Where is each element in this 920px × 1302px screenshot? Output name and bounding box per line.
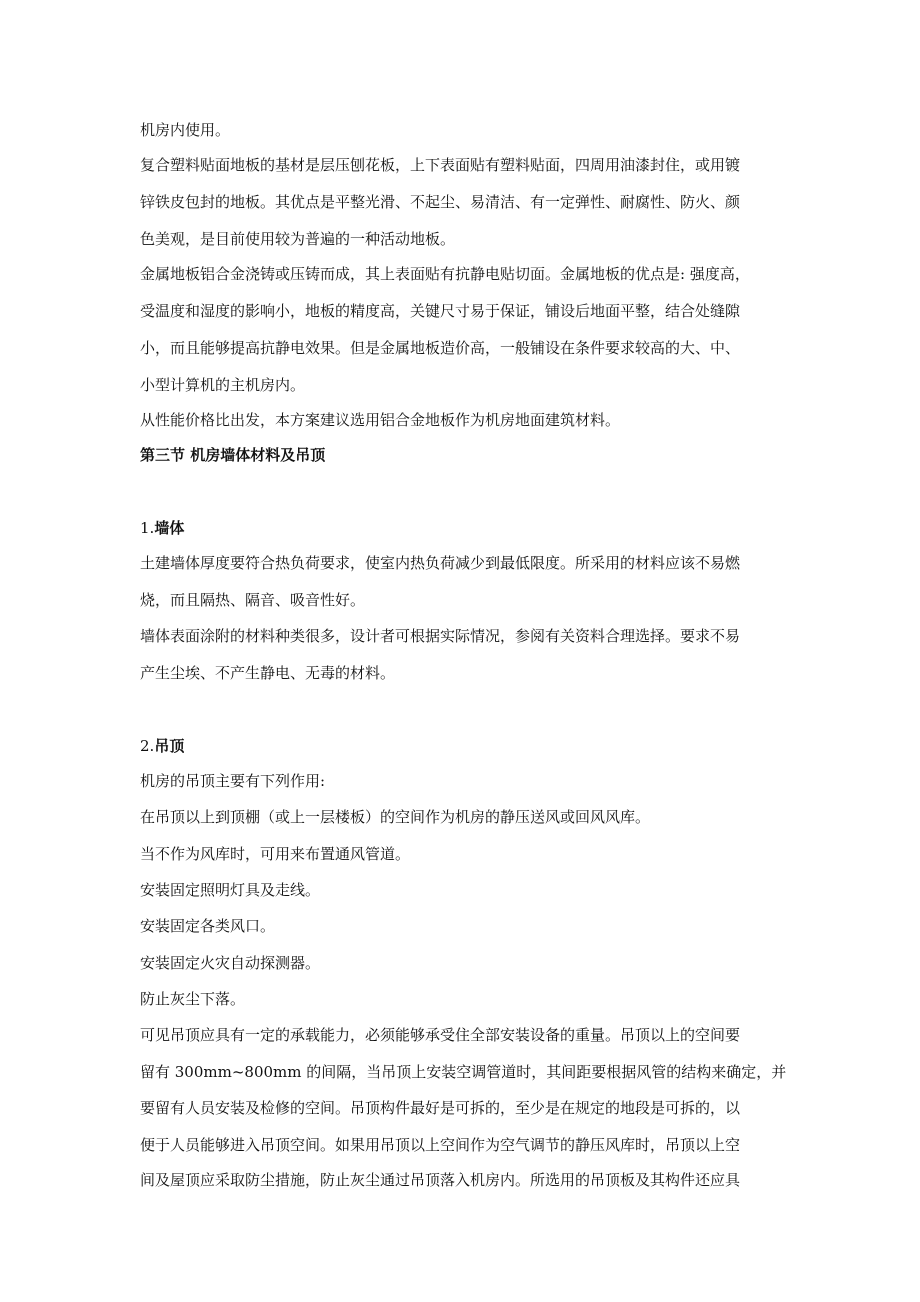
paragraph-line: 防止灰尘下落。 [140,990,246,1008]
paragraph-line: 从性能价格比出发，本方案建议选用铝合金地板作为机房地面建筑材料。 [140,411,621,429]
paragraph-line: 金属地板铝合金浇铸或压铸而成，其上表面贴有抗静电贴切面。金属地板的优点是: 强度高， [140,265,750,283]
paragraph-line: 在吊顶以上到顶棚（或上一层楼板）的空间作为机房的静压送风或回风风库。 [140,808,651,826]
paragraph-line: 机房内使用。 [140,121,231,139]
paragraph-line: 要留有人员安装及检修的空间。吊顶构件最好是可拆的，至少是在规定的地段是可拆的，以 [140,1099,741,1117]
paragraph-line: 小，而且能够提高抗静电效果。但是金属地板造价高，一般铺设在条件要求较高的大、中、 [140,339,741,357]
paragraph-line: 复合塑料贴面地板的基材是层压刨花板，上下表面贴有塑料贴面，四周用油漆封住，或用镀 [140,156,741,174]
section-heading: 第三节 机房墙体材料及吊顶 [140,446,326,464]
subsection-heading [140,518,790,538]
paragraph-line: 土建墙体厚度要符合热负荷要求，使室内热负荷减少到最低限度。所采用的材料应该不易燃 [140,554,741,572]
paragraph-line: 受温度和湿度的影响小，地板的精度高，关键尺寸易于保证，铺设后地面平整，结合处缝隙 [140,302,741,320]
paragraph-line: 安装固定各类风口。 [140,917,276,935]
subsection-number: 2. [140,737,155,755]
subsection-heading [140,736,790,756]
subsection-number: 1. [140,519,155,537]
paragraph-line: 间及屋顶应采取防尘措施，防止灰尘通过吊顶落入机房内。所选用的吊顶板及其构件还应具 [140,1171,741,1189]
paragraph-line: 小型计算机的主机房内。 [140,376,306,394]
paragraph-line: 安装固定火灾自动探测器。 [140,954,321,972]
paragraph-line: 安装固定照明灯具及走线。 [140,881,321,899]
paragraph-line: 便于人员能够进入吊顶空间。如果用吊顶以上空间作为空气调节的静压风库时，吊顶以上空 [140,1136,741,1154]
paragraph-line: 当不作为风库时，可用来布置通风管道。 [140,845,411,863]
paragraph-line: 机房的吊顶主要有下列作用: [140,772,326,790]
paragraph-line: 产生尘埃、不产生静电、无毒的材料。 [140,664,396,682]
paragraph-line: 墙体表面涂附的材料种类很多，设计者可根据实际情况，参阅有关资料合理选择。要求不易 [140,627,741,645]
paragraph-line: 色美观，是目前使用较为普遍的一种活动地板。 [140,230,456,248]
paragraph-line: 可见吊顶应具有一定的承载能力，必须能够承受住全部安装设备的重量。吊顶以上的空间要 [140,1026,741,1044]
subsection-title: 吊顶 [154,737,185,755]
paragraph-line: 留有 300mm~800mm 的间隔，当吊顶上安装空调管道时，其间距要根据风管的结构来确定，并 [140,1063,787,1081]
subsection-title: 墙体 [154,519,185,537]
paragraph-line: 烧，而且隔热、隔音、吸音性好。 [140,591,366,609]
paragraph-line: 锌铁皮包封的地板。其优点是平整光滑、不起尘、易清洁、有一定弹性、耐腐性、防火、颜 [140,193,741,211]
